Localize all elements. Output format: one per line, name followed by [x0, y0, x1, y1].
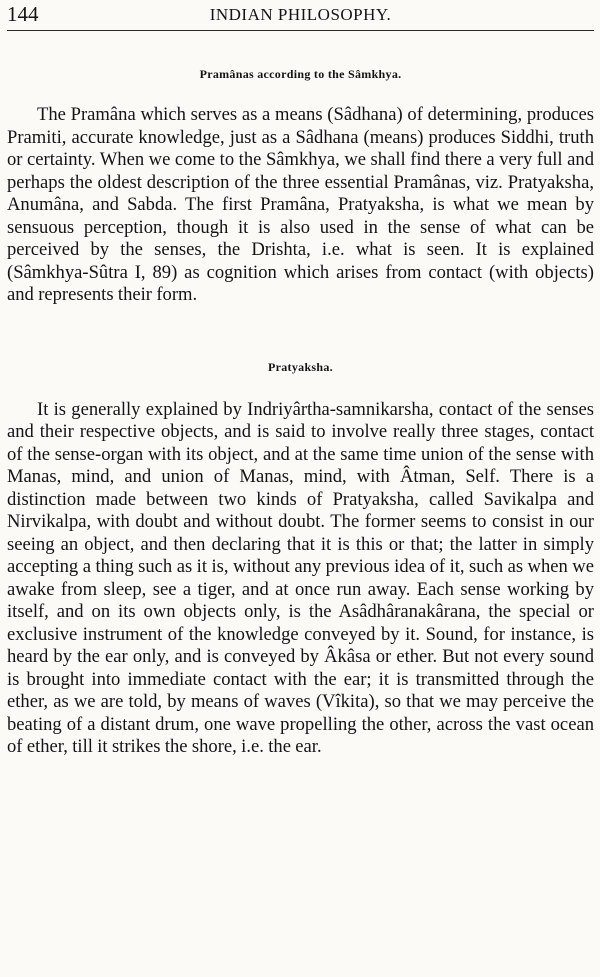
section-heading-pramanas: Pramânas according to the Sâmkhya. — [199, 67, 402, 81]
page-number: 144 — [7, 2, 39, 26]
paragraph-pratyaksha: It is generally explained by Indriyârtha-samnikarsha, contact of the senses and their respective objects, and is said to involve really three stages, contact of the sense-organ with its object, and at the same time union of the sense with Manas, mind, and union of Manas, mind, with Âtman, Self. There is a distinction made between two kinds of Pratyaksha, called Savikalpa and Nirvikalpa, with doubt and without doubt. The former seems to consist in our seeing an object, and then declaring that it is this or that; the latter in simply accepting a thing such as it is, without any previous idea of it, such as when we awake from sleep, see a tiger, and at once run away. Each sense working by itself, and on its own objects only, is the Asâdhâranakârana, the special or exclusive instrument of the knowledge conveyed by it. Sound, for instance, is heard by the ear only, and is conveyed by Âkâsa or ether. But not every sound is brought into immediate contact with the ear; it is transmitted through the ether, as we are told, by means of waves (Vîkita), so that we may perceive the beating of a distant drum, one wave propelling the other, across the vast ocean of ether, till it strikes the shore, i.e. the ear. — [7, 398, 594, 757]
paragraph-pramanas: The Pramâna which serves as a means (Sâdhana) of determining, produces Pramiti, accurate knowledge, just as a Sâdhana (means) produces Siddhi, truth or certainty. When we come to the Sâmkhya, we shall find there a very full and perhaps the oldest description of the three essential Pramânas, viz. Pratyaksha, Anumâna, and Sabda. The first Pramâna, Pratyaksha, is what we mean by sensuous perception, though it is also used in the sense of what can be perceived by the senses, the Drishta, i.e. what is seen. It is explained (Sâmkhya-Sûtra I, 89) as cognition which arises from contact (with objects) and represents their form. — [7, 104, 594, 305]
book-page — [0, 2, 600, 977]
section-heading-pratyaksha: Pratyaksha. — [268, 359, 333, 374]
running-title: INDIAN PHILOSOPHY. — [209, 5, 392, 24]
running-head — [7, 2, 594, 31]
